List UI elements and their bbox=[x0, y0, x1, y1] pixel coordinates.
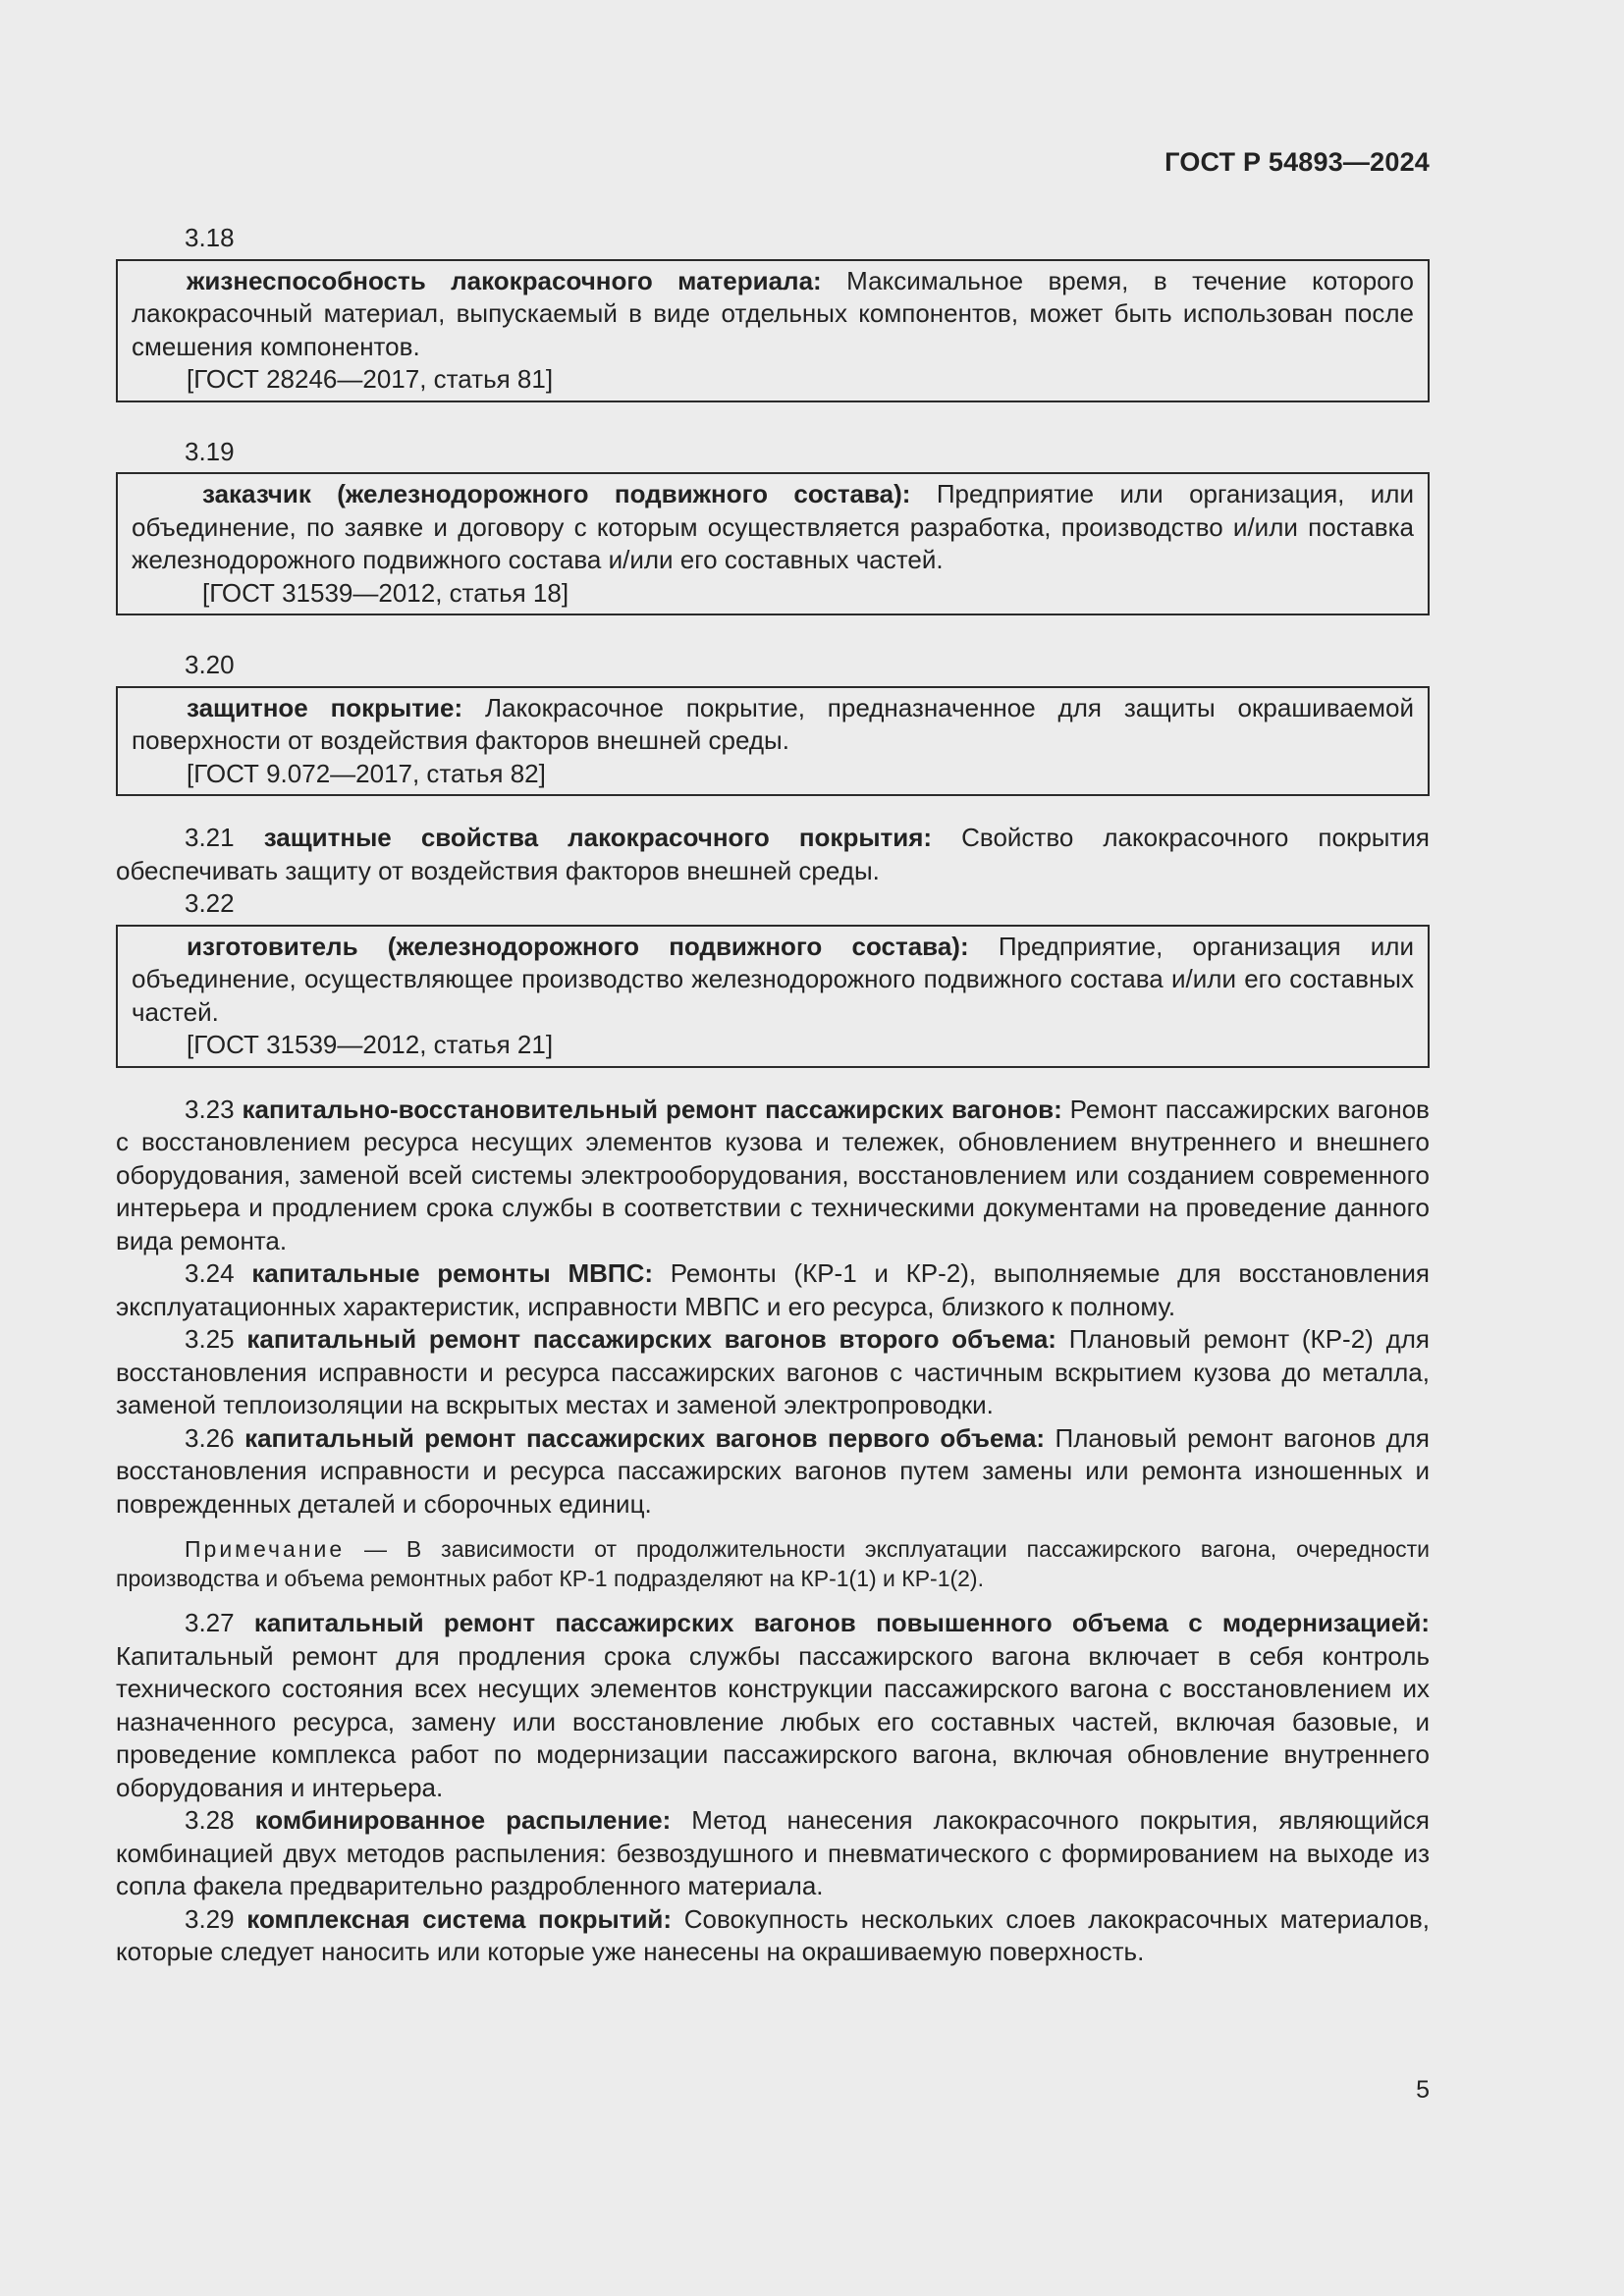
term-3-24-title: капитальные ремонты МВПС: bbox=[251, 1258, 653, 1288]
document-id-header: ГОСТ Р 54893—2024 bbox=[1164, 147, 1430, 177]
term-box-3-19 bbox=[116, 472, 1430, 615]
term-3-18-source: [ГОСТ 28246—2017, статья 81] bbox=[187, 364, 554, 394]
term-3-28-title: комбинированное распыление: bbox=[254, 1805, 672, 1835]
term-number-3-21: 3.21 bbox=[185, 823, 264, 852]
term-3-23-title: капитально-восстановительный ремонт пассажирских вагонов: bbox=[242, 1094, 1062, 1124]
page-content bbox=[116, 222, 1430, 1969]
term-3-22-definition: Предприятие, организация или объединение, осуществляющее производство железнодорожного подвижного состава и/или его составных частей. bbox=[132, 931, 1415, 1027]
term-3-21-definition: Свойство лакокрасочного покрытия обеспечивать защиту от воздействия факторов внешней среды. bbox=[116, 823, 1430, 885]
term-3-24-text bbox=[116, 1257, 1430, 1323]
term-3-27-title: капитальный ремонт пассажирских вагонов повышенного объема с модернизацией: bbox=[253, 1608, 1431, 1637]
term-3-18-text bbox=[132, 265, 1414, 364]
term-box-3-20 bbox=[116, 686, 1430, 797]
term-3-19-text bbox=[132, 478, 1414, 577]
term-3-23-text bbox=[116, 1094, 1430, 1258]
term-3-25-definition: Плановый ремонт (КР-2) для восстановления исправности и ресурса пассажирских вагонов с частичным вскрытием кузова до металла, заменой теплоизоляции на вскрытых местах и заменой электропроводки. bbox=[116, 1324, 1431, 1419]
term-number-3-28: 3.28 bbox=[185, 1805, 255, 1835]
term-3-26-title: капитальный ремонт пассажирских вагонов первого объема: bbox=[244, 1422, 1046, 1453]
term-number-3-19: 3.19 bbox=[185, 436, 235, 466]
term-3-22-text bbox=[132, 931, 1414, 1030]
term-3-26-definition: Плановый ремонт вагонов для восстановления исправности и ресурса пассажирских вагонов путем замены или ремонта изношенных и поврежденных деталей и сборочных единиц. bbox=[116, 1422, 1431, 1519]
term-3-27-definition: Капитальный ремонт для продления срока службы пассажирского вагона включает в себя контроль технического состояния всех несущих элементов конструкции пассажирского вагона с восстановлением их назначенного ресурса, замену или восстановление любых его составных частей, включая базовые, и проведение комплекса работ по модернизации пассажирского вагона, включая обновление внутреннего оборудования и интерьера. bbox=[116, 1640, 1430, 1802]
term-3-19-definition: Предприятие или организация, или объединение, по заявке и договору с которым осуществляется разработка, производство и/или поставка железнодорожного подвижного состава и/или его составных частей. bbox=[132, 479, 1414, 574]
term-3-22-source: [ГОСТ 31539—2012, статья 21] bbox=[187, 1030, 554, 1059]
term-3-27-text bbox=[116, 1607, 1430, 1804]
term-3-21-title: защитные свойства лакокрасочного покрытия: bbox=[263, 823, 933, 852]
term-3-21-text bbox=[116, 822, 1430, 887]
term-number-3-24: 3.24 bbox=[185, 1258, 252, 1288]
term-number-3-27: 3.27 bbox=[185, 1608, 254, 1637]
note-text: — В зависимости от продолжительности эксплуатации пассажирского вагона, очередности производства и объема ремонтных работ КР-1 подразделяют на КР-1(1) и КР-1(2). bbox=[116, 1536, 1430, 1591]
term-number-3-26: 3.26 bbox=[185, 1422, 245, 1453]
term-number-3-29: 3.29 bbox=[185, 1903, 247, 1934]
page-number: 5 bbox=[1416, 2076, 1430, 2104]
term-3-20-source: [ГОСТ 9.072—2017, статья 82] bbox=[187, 758, 546, 788]
term-3-28-text bbox=[116, 1804, 1430, 1903]
term-number-3-22: 3.22 bbox=[185, 888, 235, 918]
term-3-25-title: капитальный ремонт пассажирских вагонов второго объема: bbox=[246, 1324, 1056, 1354]
term-3-22-title: изготовитель (железнодорожного подвижного состава): bbox=[187, 931, 969, 961]
term-3-20-definition: Лакокрасочное покрытие, предназначенное для защиты окрашиваемой поверхности от воздействия факторов внешней среды. bbox=[132, 692, 1414, 755]
term-3-24-definition: Ремонты (КР-1 и КР-2), выполняемые для восстановления эксплуатационных характеристик, исправности МВПС и его ресурса, близкого к полному. bbox=[116, 1258, 1431, 1321]
term-number-3-25: 3.25 bbox=[185, 1324, 247, 1354]
term-3-19-source: [ГОСТ 31539—2012, статья 18] bbox=[202, 577, 569, 608]
term-3-18-title: жизнеспособность лакокрасочного материала: bbox=[187, 265, 822, 295]
term-3-19-title: заказчик (железнодорожного подвижного состава): bbox=[202, 479, 911, 508]
term-number-3-23: 3.23 bbox=[185, 1094, 243, 1124]
term-3-26-text bbox=[116, 1422, 1430, 1522]
term-3-29-definition: Совокупность нескольких слоев лакокрасочных материалов, которые следует наносить или которые уже нанесены на окрашиваемую поверхность. bbox=[116, 1903, 1431, 1966]
term-3-18-definition: Максимальное время, в течение которого лакокрасочный материал, выпускаемый в виде отдельных компонентов, может быть использован после смешения компонентов. bbox=[132, 265, 1414, 361]
term-number-3-18: 3.18 bbox=[185, 223, 235, 252]
term-number-3-20: 3.20 bbox=[185, 650, 235, 679]
term-3-20-text bbox=[132, 692, 1414, 758]
term-3-29-text bbox=[116, 1903, 1430, 1969]
term-3-23-definition: Ремонт пассажирских вагонов с восстановлением ресурса несущих элементов кузова и тележек, обновлением внутреннего и внешнего оборудования, заменой всей системы электрооборудования, восстановлением или созданием современного интерьера и продлением срока службы в соответствии с техническими документами на проведение данного вида ремонта. bbox=[116, 1094, 1430, 1255]
term-3-29-title: комплексная система покрытий: bbox=[246, 1903, 673, 1934]
term-3-25-text bbox=[116, 1323, 1430, 1422]
term-3-20-title: защитное покрытие: bbox=[187, 692, 463, 722]
note-label: Примечание bbox=[185, 1536, 346, 1562]
note-paragraph bbox=[116, 1534, 1430, 1593]
term-box-3-22 bbox=[116, 925, 1430, 1068]
term-3-28-definition: Метод нанесения лакокрасочного покрытия, являющийся комбинацией двух методов распыления: безвоздушного и пневматического с формированием на выходе из сопла факела предварительно раздробленного материала. bbox=[116, 1805, 1430, 1900]
term-box-3-18 bbox=[116, 259, 1430, 402]
